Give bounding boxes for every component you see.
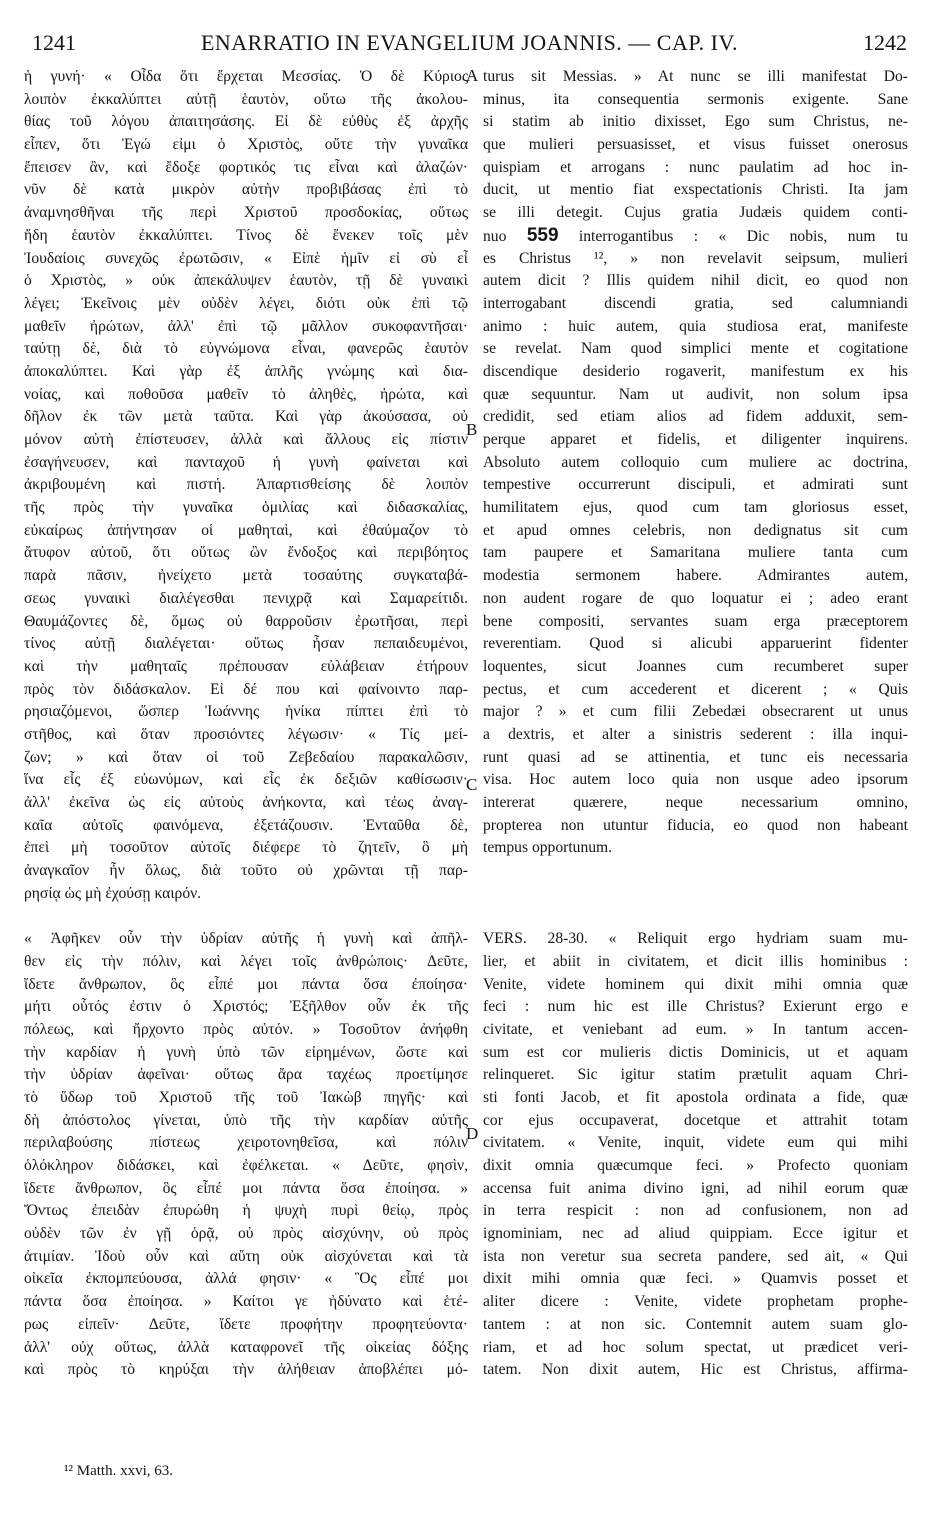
text-line: riam, et ad hoc solum spectat, ut prædicet veri- [483,1338,908,1356]
text-line: si statim ab initio dixisset, Ego sum Christus, ne- [483,113,908,131]
page-number-right: 1242 [863,30,907,55]
page-number-left: 1241 [32,30,76,55]
text-line: dixit mihi omnia quæ feci. » Quamvis posset et [483,1270,908,1288]
text-line: tantem : at non sic. Contemnit autem suam glo- [483,1315,908,1333]
text-line: στῆθος, καὶ ὅταν προσιόντες λέγωσιν· « Τίς μεί- [24,725,468,743]
greek-column [24,66,468,1382]
text-line: ista non veretur sua secreta pandere, sed ait, « Qui [483,1247,908,1265]
text-line: ducit, ut mentio fiat exspectationis Christi. Ita jam [483,181,908,199]
text-line: πόλεως, καὶ ἤρχοντο πρὸς αὐτόν. » Τοσοῦτον ἀνήφθη [24,1020,468,1038]
text-line: πρὸς τὸν διδάσκαλον. Εἰ δέ που καὶ φαίνοιντο παρ- [24,680,468,698]
text-line: καὶ τὴν μαθηταῖς πρέπουσαν εὐλάβειαν ἐτήρουν [24,657,468,675]
text-line: interrogabant discendi gratia, sed calumniandi [483,294,908,312]
text-line: Venite, videte hominem qui dixit mihi omnia quæ [483,975,908,993]
margin-marker-b: B [466,420,478,439]
text-line: tempus opportunum. [483,839,613,857]
text-line: bene compositi, servantes suam erga præceptorem [483,612,908,630]
text-line: turus sit Messias. » At nunc se illi manifestat Do- [483,68,908,85]
text-line: a dextris, et alter a sinistris sederent : illa inqui- [483,725,908,743]
text-line: relinqueret. Sic igitur statim prætulit aquam Chri- [483,1066,908,1084]
text-line [24,905,468,928]
text-line: accensa fuit anima divino igni, ad nihil eorum quæ [483,1179,908,1197]
page-header [32,30,907,62]
text-line: ἴδετε ἄνθρωπον, ὃς εἶπέ μοι πάντα ὅσα ἐποίησα· [24,975,468,993]
text-line: ἄτυφον αὐτοῦ, ὅτι οὕτως ὢν ἔνδοξος καὶ περιβόητος [24,544,468,562]
margin-marker-d: D [466,1124,479,1143]
text-line: ὁ Χριστὸς, » οὐκ ἀπεκάλυψεν ἑαυτὸν, τῇ δὲ γυναικὶ [24,272,468,290]
text-line: ἤδη ἑαυτὸν ἐκκαλύπτει. Τίνος δὲ ἕνεκεν τοῖς μὲν [24,226,468,244]
text-line: ὁλόκληρον διδάσκει, καὶ ἐφέλκεται. « Δεῦτε, φησὶν, [24,1157,468,1174]
text-line: aliter dicere : Venite, videte prophetam prophe- [483,1293,908,1311]
text-line: δὴ ἀπόστολος γίνεται, ὑπὸ τῆς τὴν καρδίαν αὐτῆς [24,1111,468,1129]
footnote: ¹² Matth. xxvi, 63. [64,1463,173,1479]
text-line: nuo 559 interrogantibus : « Dic nobis, num tu [483,224,908,246]
text-line: tempestive occurrerunt discipuli, et admirati sunt [483,476,908,494]
text-line: in terra respicit : non ad confusionem, non ad [483,1202,908,1220]
text-line: εἶπεν, ὅτι Ἐγώ εἰμι ὁ Χριστὸς, οὔτε τὴν γυναῖκα [24,136,468,154]
text-line: ἐπεὶ μὴ τοσοῦτον αὐτοῖς διέφερε τὸ ζητεῖν, ὃ μὴ [24,839,468,857]
text-line: modestia sermonem habere. Admirantes autem, [483,567,908,585]
text-line: ἵνα εἷς ἐξ εὐωνύμων, καὶ εἷς ἐκ δεξιῶν καθίσωσιν· [24,771,468,789]
text-line: humilitatem ejus, quod cum tam gloriosus esset, [483,499,908,517]
text-line: σεως γυναικὶ διαλέγεσθαι πενιχρᾷ καὶ Σαμαρείτιδι. [24,589,468,607]
text-line: « Ἀφῆκεν οὖν τὴν ὑδρίαν αὐτῆς ἡ γυνὴ καὶ ἀπῆλ- [24,930,468,948]
text-line: οἰκεῖα ἐκπομπεύουσα, ἀλλά φησιν· « Ὃς εἶπέ μοι [24,1270,468,1288]
text-line: non audent rogare de quo loquatur ei ; adeo erant [483,589,908,607]
text-line: τῆς πρὸς τὴν γυναῖκα ὁμιλίας καὶ διδασκαλίας, [24,499,468,517]
text-line: ἀναμνησθῆναι τῆς περὶ Χριστοῦ προσδοκίας, οὕτως [24,204,468,222]
margin-marker-c: C [466,775,478,794]
text-line: ἡ γυνή· « Οἶδα ὅτι ἔρχεται Μεσσίας. Ὁ δὲ Κύριος [24,68,468,85]
text-line: pectus, et cum accederent et dicerent ; « Quis [483,680,908,698]
text-line: καὶ πρὸς τὸ κηρύξαι τὴν ἀλήθειαν ἀποβλέπει μό- [24,1361,468,1379]
text-line: ρως εἰπεῖν· Δεῦτε, ἴδετε προφήτην προφητεύοντα· [24,1315,468,1333]
text-line: Θαυμάζοντες δὲ, ὅμως οὐ θαρροῦσιν ἐρωτῆσαι, περὶ [24,612,468,630]
text-line: ἀκριβουμένη καὶ πιστή. Ἀπαρτισθείσης δὲ λοιπὸν [24,476,468,494]
text-line: runt quasi ad se attinentia, et tunc eis necessaria [483,748,908,766]
text-line: civitatem. « Venite, inquit, videte eum qui mihi [483,1134,908,1152]
text-line: propterea non utuntur fiducia, eo quod non habeant [483,816,908,834]
section-gap [483,860,908,883]
text-line: θεν εἰς τὴν πόλιν, καὶ λέγει τοῖς ἀνθρώποις· Δεῦτε, [24,952,468,970]
text-line: ἀποκαλύπτει. Καὶ γὰρ ἐξ ἁπλῆς γνώμης καὶ δια- [24,362,468,380]
text-line: ρησίᾳ ὡς μὴ ἐχούσῃ καιρόν. [24,884,202,902]
text-line: sum est cor mulieris dictis Dominicis, ut et aquam [483,1043,908,1061]
text-line: λέγει; Ἐκεῖνοις μὲν οὐδὲν λέγει, διότι οὐκ ἐπὶ τῷ [24,294,468,312]
text-line: καῖα αὐτοῖς φαινόμενα, ἐξετάζουσιν. Ἐνταῦθα δὲ, [24,816,468,834]
text-line: δῆλον ἐκ τῶν μετὰ ταῦτα. Καὶ γὰρ ἀκούσασα, οὐ [24,408,468,426]
text-line: Ὄντως ἐπειδὰν ἐπυρώθη ἡ ψυχὴ πυρὶ θείῳ, πρὸς [24,1202,468,1220]
text-line: ἀτιμίαν. Ἰδοὺ οὖν καὶ αὕτη οὐκ αἰσχύνεται καὶ τὰ [24,1247,468,1265]
text-line: παρὰ πᾶσιν, ἠνείχετο μετὰ τοσαύτης συγκαταβά- [24,567,468,585]
text-line: ἔπεισεν ἂν, καὶ ἔδοξε φορτικός τις εἶναι καὶ ἀλαζών· [24,158,468,176]
text-line: reverentiam. Quod si alicubi apparuerint fidenter [483,635,908,653]
text-line: tatem. Non dixit autem, Hic est Christus, affirma- [483,1361,908,1379]
text-line: quæ sequuntur. Nam ut audivit, non solum ipsa [483,385,908,403]
text-line: εὐκαίρως ἀπήντησαν οἱ μαθηταὶ, καὶ ἐθαύμαζον τὸ [24,521,468,539]
text-line: animo : huic autem, quia studiosa erat, manifeste [483,317,908,335]
text-line: Ἰουδαίοις συνεχῶς ἐρωτῶσιν, « Εἰπὲ ἡμῖν εἰ σὺ εἶ [24,249,468,267]
text-line: feci : num hic est ille Christus? Exierunt ergo e [483,998,908,1016]
text-line: πάντα ὅσα ἐποίησα. » Καίτοι γε ἠδύνατο καὶ ἑτέ- [24,1293,468,1311]
text-line: νοίας, καὶ ποθοῦσα μαθεῖν τὸ ἀληθὲς, ἠρώτα, καὶ [24,385,468,403]
text-line: ἀλλ' οὐχ οὕτως, ἀλλὰ καταφρονεῖ τῆς οἰκείας δόξης [24,1338,468,1356]
text-line: Absoluto autem colloquio cum muliere ac doctrina, [483,453,908,471]
text-line: τὴν ὑδρίαν ἀφεῖναι· οὕτως ἄρα ταχέως προετίμησε [24,1066,468,1084]
text-line: quispiam et arrogans : nunc paulatim ad hoc in- [483,158,908,176]
text-line: μόνον αὐτὴ ἐπίστευσεν, ἀλλὰ καὶ ἄλλους εἰς πίστιν [24,431,468,448]
text-line: se revelat. Nam quod simplici mente et cogitatione [483,340,908,358]
text-line: περιλαβούσης πίστεως χειροτονηθεῖσα, καὶ πόλιν [24,1134,468,1152]
text-line: ἐσαγήνευσεν, καὶ πανταχοῦ ἡ γυνὴ φαίνεται καὶ [24,453,468,471]
text-line: lier, et abiit in civitatem, et dicit illis hominibus : [483,952,908,970]
text-line: μαθεῖν ἠρώτων, ἀλλ' ἐπὶ τῷ μᾶλλον συκοφαντῆσαι· [24,317,468,335]
text-line: visa. Hoc autem loco quia non usque adeo ipsorum [483,771,908,789]
text-line: intererat quærere, neque necessarium omnino, [483,794,908,811]
text-line: credidit, sed etiam alios ad fidem adduxit, sem- [483,408,908,426]
text-line: tam paupere et Samaritana muliere tanta cum [483,544,908,562]
text-line: VERS. 28-30. « Reliquit ergo hydriam suam mu- [483,930,908,948]
text-line: es Christus ¹², » non revelavit seipsum, mulieri [483,249,908,267]
running-title: ENARRATIO IN EVANGELIUM JOANNIS. — CAP. IV. [200,30,739,55]
text-line: et apud omnes celebris, non dedignatus sit cum [483,521,908,539]
latin-column [483,66,908,1382]
text-line: civitate, et veniebant ad eum. » In tantum accen- [483,1020,908,1038]
text-line: τὴν καρδίαν ἡ γυνὴ ὑπὸ τῶν εἰρημένων, ὥστε καὶ [24,1043,468,1061]
text-line: τὸ ὕδωρ τοῦ Χριστοῦ τῆς τοῦ Ἰακὼβ πηγῆς· καὶ [24,1088,468,1106]
text-line: ἀναγκαῖον ἦν ὅλως, διὰ τοῦτο οὐ χρῶνται τῇ παρ- [24,862,468,880]
text-line: ἴδετε ἄνθρωπον, ὃς εἶπέ μοι πάντα ὅσα ἐποίησα. » [24,1179,468,1197]
section-gap [483,905,908,928]
text-line: ζων; » καὶ ὅταν οἱ τοῦ Ζεβεδαίου παρακαλῶσιν, [24,748,468,766]
text-line: autem dicit ? Illis quidem nihil dicit, eo quod non [483,272,908,290]
text-line: τίνος αὐτῇ διαλέγεται· οὕτως ἦσαν πεπαιδευμένοι, [24,635,468,653]
text-line: οὐδὲν τῶν ἐν γῇ ὁρᾷ, οὐ πρὸς αἰσχύνην, οὐ πρὸς [24,1225,468,1243]
margin-marker-a: A [466,66,479,85]
text-line: ρησιαζόμενοι, ὥσπερ Ἰωάννης ἡνίκα πίπτει ἐπὶ τὸ [24,703,468,721]
text-line: sti fonti Jacob, et fit apostola ordinata a fide, quæ [483,1088,908,1106]
text-line: λοιπὸν ἐκκαλύπτει αὐτῇ ἑαυτὸν, οὕτω τῆς ἀκολου- [24,90,468,108]
text-line: dixit omnia quæcumque feci. » Profecto quoniam [483,1157,908,1174]
text-line: que mulieri persuasisset, et visus fuisset onerosus [483,136,908,154]
text-line: perque apparet et fidelis, et diligenter inquirens. [483,431,908,448]
text-line: loquentes, sicut Joannes cum recumberet super [483,657,908,675]
text-line: cor ejus occupaverat, docetque et attrahit totam [483,1111,908,1129]
section-gap [483,883,908,906]
text-line: se illi detegit. Cujus gratia Judæis quidem conti- [483,204,908,222]
text-line: minus, ita consequentia sermonis exigente. Sane [483,90,908,108]
text-line: discendique desiderio rogaverit, manifestum ex his [483,362,908,380]
text-line: ignominiam, nec ad aliud quippiam. Ecce igitur et [483,1225,908,1243]
text-line: μήτι οὗτός ἐστιν ὁ Χριστός; Ἐξῆλθον οὖν ἐκ τῆς [24,998,468,1016]
text-line: ἀλλ' ἐκεῖνα ὡς εἰς αὐτοὺς ἀνήκοντα, καὶ τέως ἀναγ- [24,794,468,811]
text-line: νῦν δὲ κατὰ μικρὸν αὐτὴν προβιβάσας ἐπὶ τὸ [24,181,468,199]
text-line: ταύτῃ δὲ, διὰ τὸ εὐγνώμονα εἶναι, φανερῶς ἑαυτὸν [24,340,468,358]
column-number: 559 [526,224,559,246]
text-line: major ? » et cum filii Zebedæi obsecrarent ut unus [483,703,908,721]
text-line: θίας τοῦ λόγου ἀπαιτησάσης. Εἰ δὲ εὐθὺς ἐξ ἀρχῆς [24,113,468,131]
